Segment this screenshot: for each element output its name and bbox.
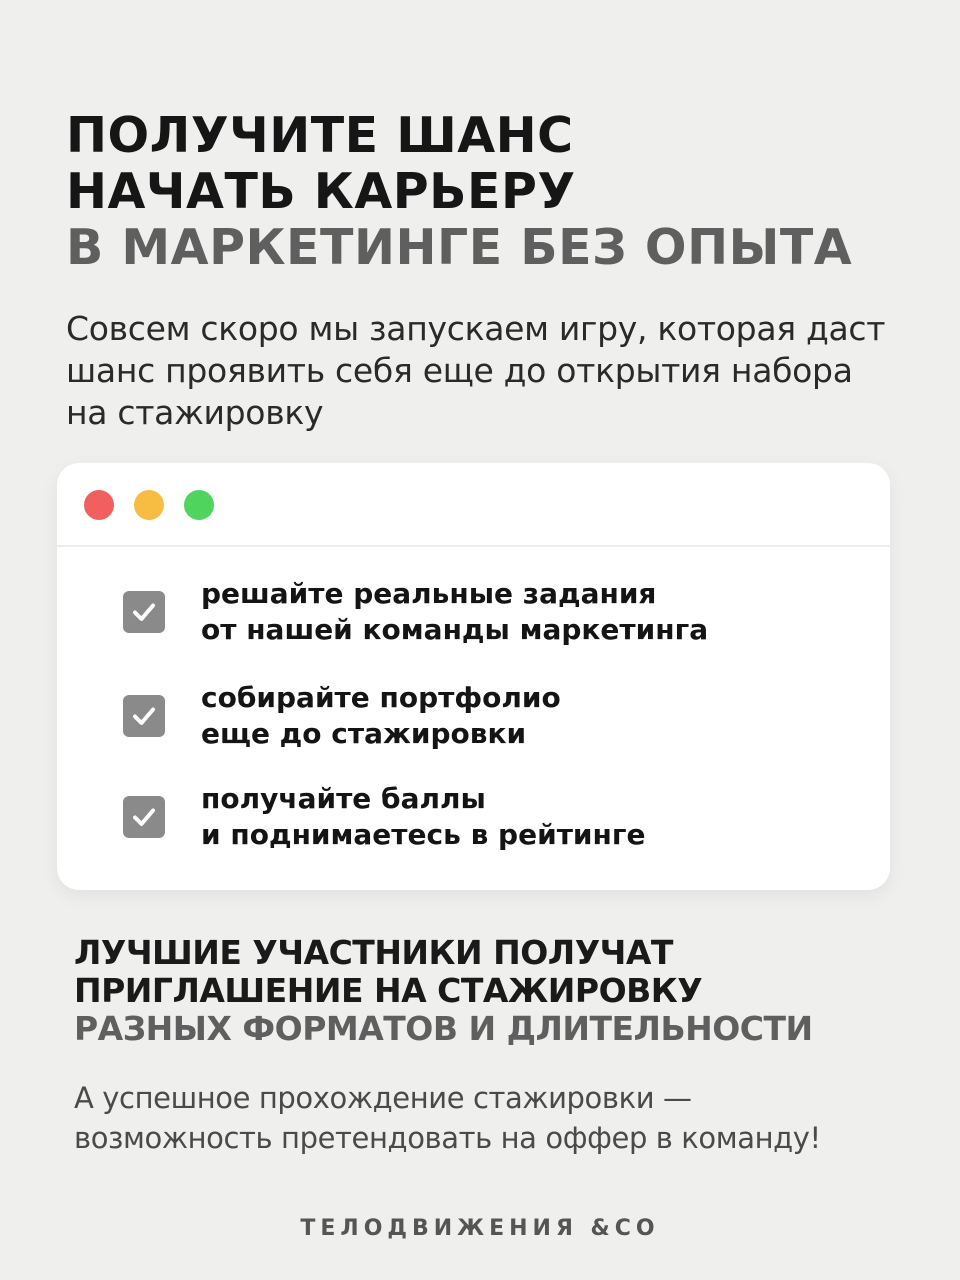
intro-line-1: Совсем скоро мы запускаем игру, которая даст — [66, 309, 886, 348]
outro-text — [74, 1078, 821, 1158]
outro-line-2: возможность претендовать на оффер в команду! — [74, 1121, 821, 1155]
headline-line-2: НАЧАТЬ КАРЬЕРУ — [66, 163, 576, 220]
checkmark-icon — [129, 597, 159, 627]
checkbox-checked-icon[interactable] — [123, 591, 165, 633]
window-title-bar — [57, 463, 890, 547]
intro-line-3: на стажировку — [66, 393, 324, 432]
task-label-line-2: еще до стажировки — [201, 717, 527, 750]
intro-text — [66, 308, 926, 434]
window-maximize-dot-icon[interactable] — [184, 490, 214, 520]
sub-headline-line-3: РАЗНЫХ ФОРМАТОВ И ДЛИТЕЛЬНОСТИ — [74, 1009, 813, 1048]
task-label — [201, 781, 646, 853]
checkmark-icon — [129, 701, 159, 731]
brand-logo-text: ТЕЛОДВИЖЕНИЯ &CO — [300, 1216, 660, 1241]
task-label-line-1: получайте баллы — [201, 782, 486, 815]
headline-line-1: ПОЛУЧИТЕ ШАНС — [66, 107, 574, 164]
task-item — [123, 781, 646, 853]
task-label-line-1: решайте реальные задания — [201, 577, 657, 610]
window-minimize-dot-icon[interactable] — [134, 490, 164, 520]
checkmark-icon — [129, 802, 159, 832]
browser-window-card — [57, 463, 890, 890]
intro-line-2: шанс проявить себя еще до открытия набора — [66, 351, 853, 390]
checkbox-checked-icon[interactable] — [123, 695, 165, 737]
task-label-line-1: собирайте портфолио — [201, 681, 561, 714]
sub-headline-line-1: ЛУЧШИЕ УЧАСТНИКИ ПОЛУЧАТ — [74, 933, 673, 972]
task-label — [201, 680, 561, 752]
window-close-dot-icon[interactable] — [84, 490, 114, 520]
sub-headline — [74, 934, 813, 1048]
headline-line-3: В МАРКЕТИНГЕ БЕЗ ОПЫТА — [66, 219, 853, 276]
task-item — [123, 576, 708, 648]
sub-headline-line-2: ПРИГЛАШЕНИЕ НА СТАЖИРОВКУ — [74, 971, 703, 1010]
headline — [66, 108, 852, 276]
task-label — [201, 576, 708, 648]
task-label-line-2: от нашей команды маркетинга — [201, 613, 709, 646]
task-item — [123, 680, 561, 752]
task-label-line-2: и поднимаетесь в рейтинге — [201, 818, 646, 851]
outro-line-1: А успешное прохождение стажировки — — [74, 1081, 692, 1115]
checkbox-checked-icon[interactable] — [123, 796, 165, 838]
